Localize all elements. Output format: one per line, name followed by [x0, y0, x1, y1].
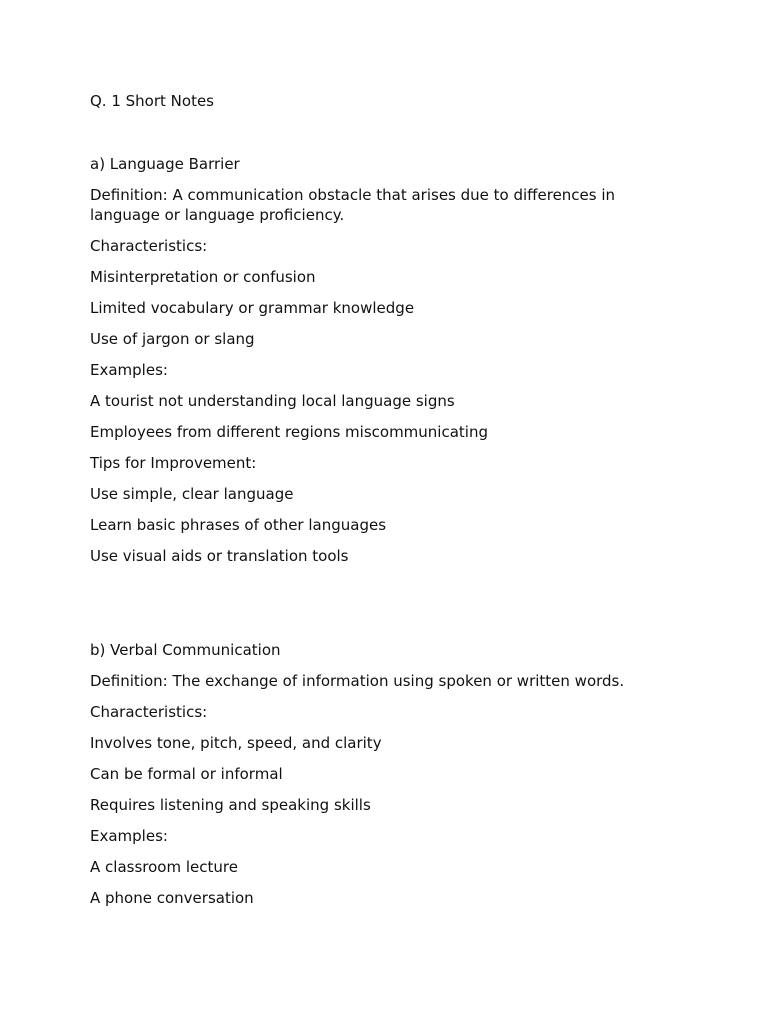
- section-a-heading: a) Language Barrier: [90, 155, 240, 173]
- section-a-characteristics-label: Characteristics:: [90, 237, 208, 255]
- section-b-characteristic-item: Requires listening and speaking skills: [90, 796, 371, 814]
- section-a-tips-label: Tips for Improvement:: [90, 454, 257, 472]
- document-title: Q. 1 Short Notes: [90, 92, 214, 110]
- section-a-tip-item: Use visual aids or translation tools: [90, 547, 349, 565]
- section-a-characteristic-item: Misinterpretation or confusion: [90, 268, 316, 286]
- section-a-definition: Definition: A communication obstacle that arises due to differences in language or language proficiency.: [90, 186, 616, 224]
- section-b-examples-label: Examples:: [90, 827, 168, 845]
- section-a-example-item: A tourist not understanding local language signs: [90, 392, 455, 410]
- section-a-characteristic-item: Limited vocabulary or grammar knowledge: [90, 299, 415, 317]
- section-b-example-item: A phone conversation: [90, 889, 254, 907]
- section-a-example-item: Employees from different regions miscommunicating: [90, 423, 488, 441]
- section-a-examples-label: Examples:: [90, 361, 168, 379]
- section-b-definition: Definition: The exchange of information using spoken or written words.: [90, 672, 625, 690]
- section-b-characteristic-item: Involves tone, pitch, speed, and clarity: [90, 734, 382, 752]
- section-a-tip-item: Use simple, clear language: [90, 485, 294, 503]
- section-a-characteristic-item: Use of jargon or slang: [90, 330, 255, 348]
- document-page: [90, 91, 650, 908]
- section-b-characteristics-label: Characteristics:: [90, 703, 208, 721]
- section-b-example-item: A classroom lecture: [90, 858, 238, 876]
- section-b-heading: b) Verbal Communication: [90, 641, 281, 659]
- section-a-tip-item: Learn basic phrases of other languages: [90, 516, 387, 534]
- section-b-characteristic-item: Can be formal or informal: [90, 765, 283, 783]
